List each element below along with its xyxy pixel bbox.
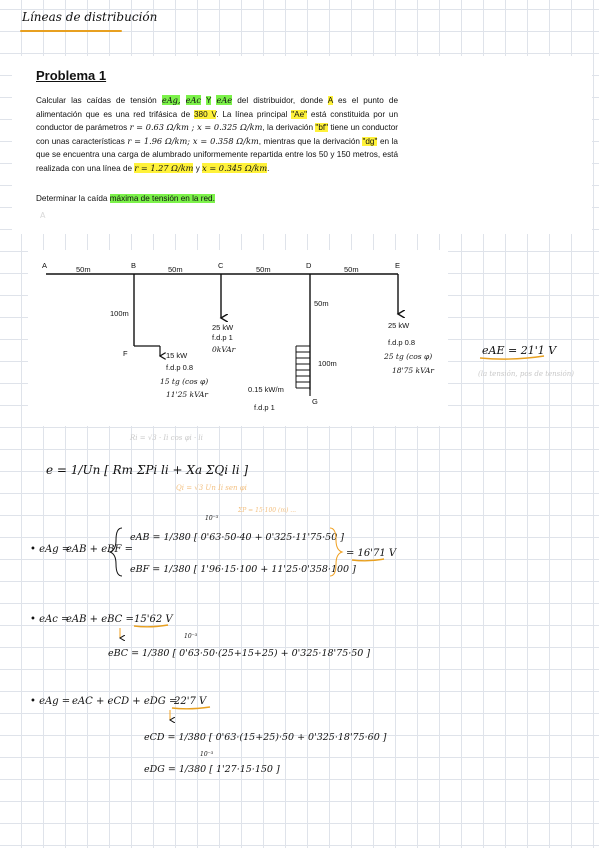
load-e-pf: f.d.p 0.8 [388, 338, 416, 347]
edg-expr: eDG = 1/380 [ 1'27·15·150 ] [144, 764, 280, 775]
voltage-highlight: 380 V [194, 109, 217, 119]
length-dg-top: 50m [314, 299, 329, 308]
segment-ab: 50m [76, 265, 91, 274]
faint-formula-under: Qi = √3 Un Ii sen φi [176, 484, 247, 492]
params-dg-r-highlight: r = 1.27 Ω/km [134, 162, 194, 173]
question-text: Determinar la caída [36, 194, 108, 203]
node-b: B [131, 261, 137, 270]
load-f-note1: 15 tg (cos φ) [160, 377, 209, 386]
node-g: G [312, 397, 318, 406]
eag-sum: eAB + eBF = [66, 544, 133, 555]
faint-formula-top: Ri = √3 · Ii cos φi · li [130, 434, 203, 442]
text-fragment: y [195, 163, 200, 173]
text-fragment: . La línea principal [216, 109, 288, 119]
node-a: A [42, 261, 48, 270]
node-f: F [123, 349, 128, 358]
ebc-expr: eBC = 1/380 [ 0'63·50·(25+15+25) + 0'325·18'75·50 ] [108, 648, 371, 659]
params-dg-x-highlight: x = 0.345 Ω/km [202, 162, 268, 173]
eag-label: • eAg = [30, 544, 71, 555]
eae-result: 22'7 V [174, 696, 207, 707]
text-fragment: , mientras que la derivación [258, 136, 360, 146]
question-highlight: máxima de tensión en la red. [109, 194, 215, 203]
load-e-note1: 25 tg (cos φ) [384, 352, 433, 361]
segment-bc: 50m [168, 265, 183, 274]
text-fragment: es el punto de alimentación que es una red trifásica de [36, 96, 399, 119]
eab-expr: eAB = 1/380 [ 0'63·50·40 + 0'325·11'75·50 ] [130, 532, 344, 543]
y-highlight: Y [205, 96, 212, 105]
text-fragment: en la que se encuentra una carga de alumbrado uniformemente repartida entre los 50 y 150 metros, está realizada con una línea de [36, 136, 398, 173]
text-fragment: . [267, 163, 270, 173]
line-dg-highlight: "dg" [362, 136, 378, 146]
point-a-highlight: A [327, 96, 333, 105]
distributed-load-ladder [296, 346, 310, 388]
exp-label-1: 10⁻³ [205, 515, 219, 522]
eae-result-underline [172, 707, 210, 709]
notebook-title: Líneas de distribución [22, 10, 158, 24]
load-e-note2: 18'75 kVAr [392, 366, 434, 375]
eag-highlight: eAg, [161, 95, 181, 105]
node-d: D [306, 261, 312, 270]
segment-cd: 50m [256, 265, 271, 274]
segment-de: 50m [344, 265, 359, 274]
length-bf: 100m [110, 309, 129, 318]
exp-label-3: 10⁻³ [200, 751, 214, 758]
load-e-power: 25 kW [388, 321, 410, 330]
load-c-note: 0kVAr [212, 345, 236, 354]
eac-result: 15'62 V [134, 614, 173, 625]
eae-highlight: eAe [216, 95, 233, 105]
text-fragment: está constituida por un conductor de parámetros [36, 109, 398, 133]
faint-small: ΣP = 15·100 (m) ... [238, 507, 297, 514]
general-formula: e = 1/Un [ Rm ΣPi li + Xa ΣQi li ] [46, 463, 249, 477]
ecd-expr: eCD = 1/380 [ 0'63·(15+25)·50 + 0'325·18'75·60 ] [144, 732, 387, 743]
load-f-note2: 11'25 kVAr [166, 390, 208, 399]
eae-label: • eAg = [30, 696, 71, 707]
load-f-power: 15 kW [166, 351, 188, 360]
eac-label: • eAc = [30, 614, 70, 625]
node-e: E [395, 261, 401, 270]
load-f-pf: f.d.p 0.8 [166, 363, 194, 372]
length-dg-load: 100m [318, 359, 337, 368]
node-c: C [218, 261, 224, 270]
text-fragment: tiene un conductor con unas características [36, 123, 398, 146]
eac-sum: eAB + eBC = [66, 614, 134, 625]
text-fragment: Calcular las caídas de tensión [36, 96, 157, 105]
load-c-pf: f.d.p 1 [212, 333, 233, 342]
ebf-expr: eBF = 1/380 [ 1'96·15·100 + 11'25·0'358·100 ] [130, 564, 356, 575]
line-ae-highlight: "Ae" [291, 109, 308, 119]
text-fragment: , la derivación [262, 123, 314, 133]
side-result-note: (la tensión, pos de tensión) [478, 370, 574, 378]
eae-sum: eAC + eCD + eDG = [72, 696, 178, 707]
stray-mark: A [40, 211, 46, 220]
load-g-power: 0.15 kW/m [248, 385, 284, 394]
text-fragment: del distribuidor, donde [237, 96, 324, 105]
eac-result-underline [134, 625, 168, 627]
eag-result: = 16'71 V [346, 548, 397, 559]
eag-result-underline [352, 559, 384, 561]
load-c-power: 25 kW [212, 323, 234, 332]
side-result: eAE = 21'1 V [482, 344, 557, 357]
params-bf: r = 1.96 Ω/km; x = 0.358 Ω/km [127, 135, 259, 146]
problem-title: Problema 1 [36, 68, 107, 83]
eac-highlight: eAc [185, 95, 201, 105]
line-bf-highlight: "bf" [315, 123, 329, 133]
params-main: r = 0.63 Ω/km ; x = 0.325 Ω/km [129, 122, 263, 133]
load-g-pf: f.d.p 1 [254, 403, 275, 412]
exp-label-2: 10⁻³ [184, 633, 198, 640]
